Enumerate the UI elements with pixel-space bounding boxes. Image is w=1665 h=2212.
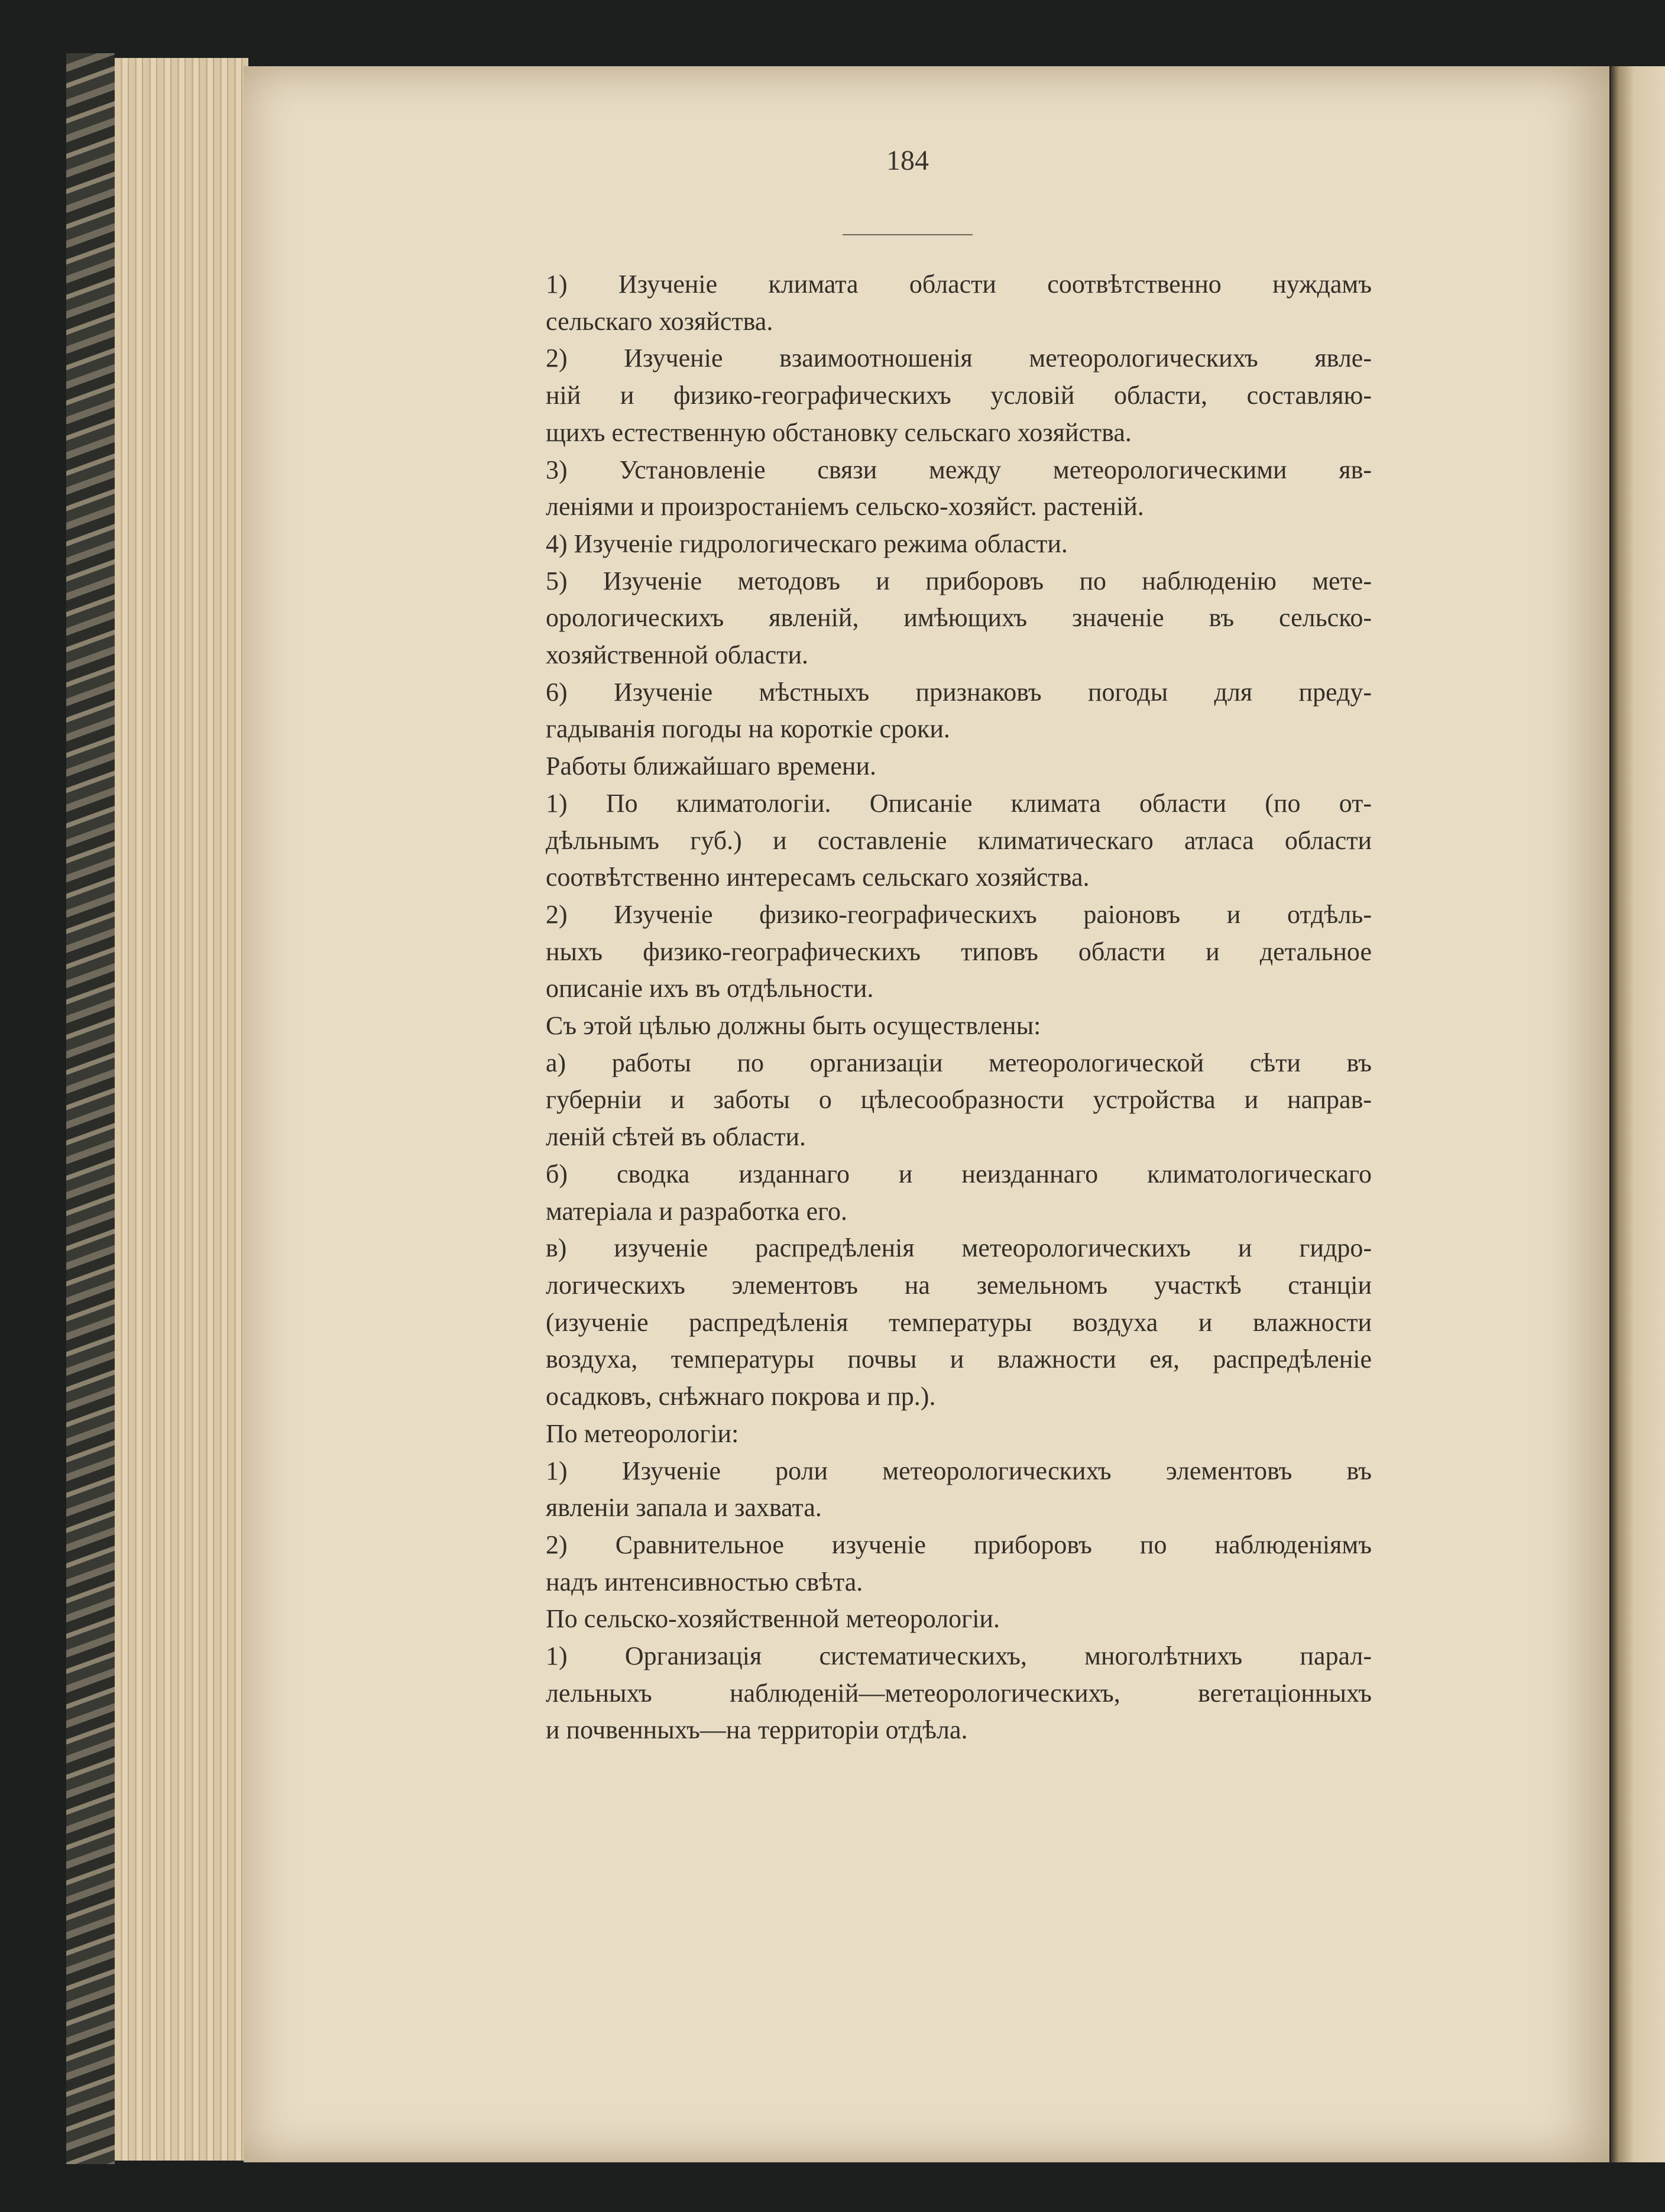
- text-line: 5) Изученіе методовъ и приборовъ по наблюденію мете-: [546, 566, 1372, 595]
- text-line: 1) Изученіе роли метеорологическихъ элементовъ въ: [546, 1456, 1372, 1485]
- text-line: 6) Изученіе мѣстныхъ признаковъ погоды для преду-: [546, 677, 1372, 707]
- text-line: соотвѣтственно интересамъ сельскаго хозяйства.: [546, 863, 1090, 892]
- paragraph: [467, 1416, 1372, 1453]
- paragraph: [467, 674, 1372, 748]
- paragraph: [467, 1638, 1372, 1749]
- paragraph: [467, 1156, 1372, 1230]
- text-line: 4) Изученіе гидрологическаго режима области.: [546, 529, 1068, 558]
- text-line: 2) Сравнительное изученіе приборовъ по наблюденіямъ: [546, 1530, 1372, 1559]
- paragraph: [467, 563, 1372, 674]
- text-line: осадковъ, снѣжнаго покрова и пр.).: [546, 1382, 936, 1411]
- text-line: Съ этой цѣлью должны быть осуществлены:: [546, 1011, 1041, 1041]
- text-line: а) работы по организаціи метеорологической сѣти въ: [546, 1048, 1372, 1077]
- next-page-edge: [1611, 66, 1665, 2162]
- paragraph: [467, 1045, 1372, 1156]
- text-line: 1) Изученіе климата области соотвѣтственно нуждамъ: [546, 270, 1372, 299]
- text-line: По метеорологіи:: [546, 1418, 739, 1448]
- text-line: 2) Изученіе физико-географическихъ раіоновъ и отдѣль-: [546, 899, 1372, 929]
- text-line: лельныхъ наблюденій—метеорологическихъ, вегетаціонныхъ: [546, 1678, 1372, 1708]
- paragraph: [467, 340, 1372, 451]
- text-line: и почвенныхъ—на территоріи отдѣла.: [546, 1715, 968, 1745]
- text-line: По сельско-хозяйственной метеорологіи.: [546, 1604, 1000, 1634]
- paragraph: [467, 1230, 1372, 1416]
- text-line: Работы ближайшаго времени.: [546, 752, 877, 781]
- text-line: ныхъ физико-географическихъ типовъ области и детальное: [546, 937, 1372, 966]
- text-line: хозяйственной области.: [546, 640, 809, 670]
- paragraph: [467, 266, 1372, 340]
- paragraph: [467, 526, 1372, 563]
- text-line: гадыванія погоды на короткіе сроки.: [546, 714, 950, 744]
- paragraph: [467, 452, 1372, 526]
- text-line: ній и физико-географическихъ условій области, составляю-: [546, 381, 1372, 410]
- text-line: 1) По климатологіи. Описаніе климата области (по от-: [546, 788, 1372, 818]
- text-line: б) сводка изданнаго и неизданнаго климатологическаго: [546, 1159, 1372, 1188]
- paragraph: [467, 1601, 1372, 1638]
- text-line: 3) Установленіе связи между метеорологическими яв-: [546, 455, 1372, 484]
- text-line: явленіи запала и захвата.: [546, 1493, 822, 1523]
- page-text: [467, 266, 1372, 1749]
- text-line: (изученіе распредѣленія температуры воздуха и влажности: [546, 1307, 1372, 1337]
- book-binding: [66, 53, 115, 2164]
- paragraph: [467, 1527, 1372, 1601]
- page-number-rule: [843, 234, 973, 235]
- paragraph: [467, 748, 1372, 785]
- paragraph: [467, 785, 1372, 896]
- text-line: сельскаго хозяйства.: [546, 306, 773, 336]
- text-line: матеріала и разработка его.: [546, 1196, 848, 1226]
- page-number: 184: [886, 145, 929, 176]
- text-line: воздуха, температуры почвы и влажности ея, распредѣленіе: [546, 1345, 1372, 1374]
- text-line: орологическихъ явленій, имѣющихъ значеніе въ сельско-: [546, 603, 1372, 633]
- paragraph: [467, 896, 1372, 1008]
- text-line: в) изученіе распредѣленія метеорологическихъ и гидро-: [546, 1233, 1372, 1263]
- text-line: леній сѣтей въ области.: [546, 1122, 806, 1152]
- text-line: 2) Изученіе взаимоотношенія метеорологическихъ явле-: [546, 344, 1372, 373]
- text-line: логическихъ элементовъ на земельномъ участкѣ станціи: [546, 1270, 1372, 1300]
- text-line: леніями и произростаніемъ сельско-хозяйст. растеній.: [546, 492, 1144, 522]
- text-line: щихъ естественную обстановку сельскаго хозяйства.: [546, 417, 1132, 447]
- text-line: дѣльнымъ губ.) и составленіе климатическаго атласа области: [546, 825, 1372, 855]
- page-edges: [115, 58, 248, 2161]
- text-line: описаніе ихъ въ отдѣльности.: [546, 974, 874, 1003]
- paragraph: [467, 1008, 1372, 1045]
- text-line: надъ интенсивностью свѣта.: [546, 1567, 863, 1596]
- paragraph: [467, 1453, 1372, 1527]
- text-line: 1) Организація систематическихъ, многолѣтнихъ парал-: [546, 1641, 1372, 1671]
- text-line: губерніи и заботы о цѣлесообразности устройства и направ-: [546, 1085, 1372, 1115]
